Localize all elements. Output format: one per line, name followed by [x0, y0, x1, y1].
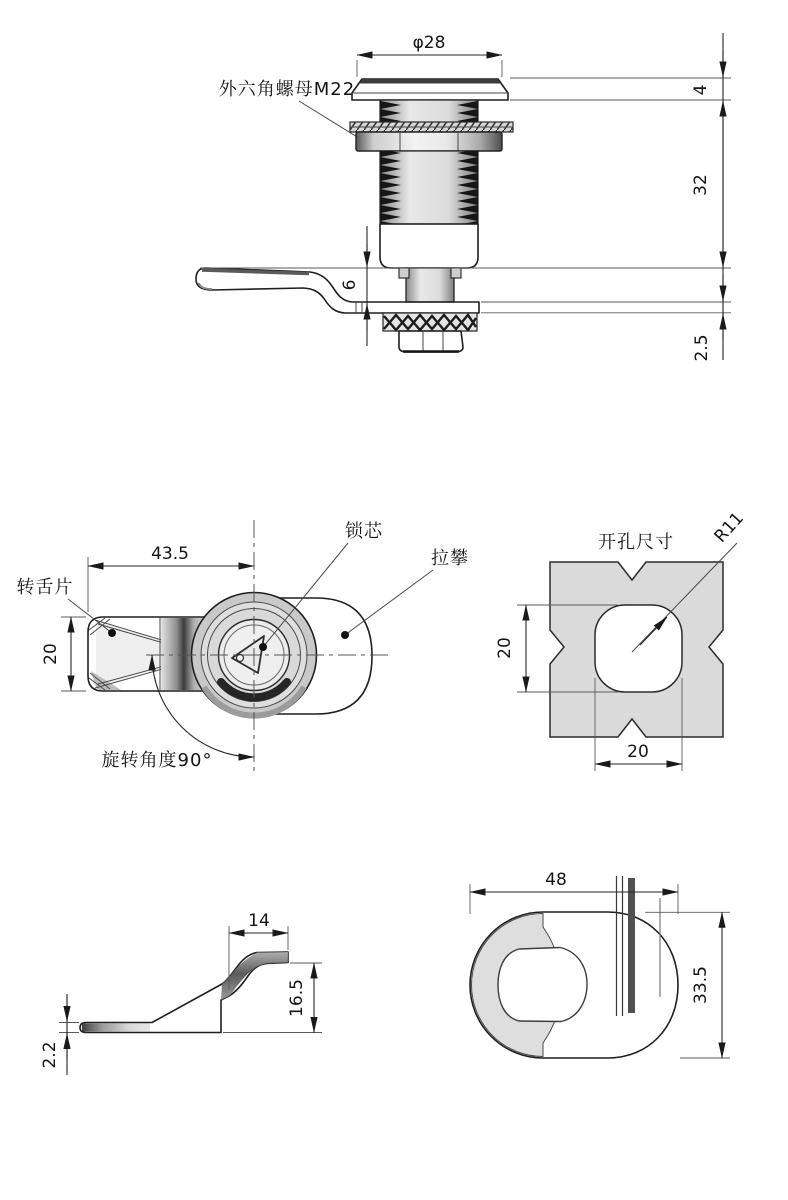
rotation-label: 旋转角度90°	[101, 750, 213, 771]
dim-hole-width-text: 20	[627, 742, 649, 762]
leader-dot	[341, 631, 349, 639]
star-washer	[383, 313, 477, 331]
dim-cap-height-text: 4	[691, 84, 711, 96]
dim-hole-height-text: 20	[495, 637, 515, 659]
hex-nut	[356, 132, 502, 151]
leader-dot	[108, 629, 116, 637]
key-pin	[237, 655, 244, 662]
dim-cam-top-width	[645, 912, 730, 1058]
dim-plate-thickness-text: 2.5	[692, 334, 712, 362]
dim-cam-top-length	[470, 870, 678, 914]
hex-nut-callout	[219, 79, 367, 145]
dim-corner-radius-text: R11	[710, 508, 748, 547]
panel-cutout-view	[495, 509, 748, 771]
lock-cap-top-edge	[360, 79, 500, 84]
cam-tip-shading	[221, 952, 288, 1000]
dim-cam-gap	[340, 226, 367, 346]
lock-body-drawing	[196, 79, 513, 352]
cam-tongue-label: 转舌片	[16, 577, 74, 598]
bend-edge-lines	[617, 876, 661, 1016]
hex-nut-label: 外六角螺母M22	[218, 79, 356, 100]
pull-label: 拉攀	[431, 548, 469, 569]
side-elevation-view	[196, 33, 731, 362]
shaft-tab-right	[451, 268, 461, 278]
dim-tip-length-text: 14	[248, 911, 270, 931]
cutout-title: 开孔尺寸	[598, 532, 674, 553]
thread-upper	[380, 100, 478, 123]
dim-body-length-text: 32	[691, 174, 711, 196]
lock-core-label: 锁芯	[345, 521, 383, 542]
leader-dot	[259, 643, 267, 651]
thread-lower	[380, 151, 478, 224]
cam-flat-shading	[82, 1024, 150, 1032]
shaft-tab-left	[399, 268, 409, 278]
cam-mount-hole	[498, 948, 587, 1022]
dim-cam-length-text: 43.5	[151, 544, 189, 564]
dim-cam-top-width-text: 33.5	[691, 966, 711, 1004]
dim-cam-width	[41, 617, 86, 691]
bottom-hex-nut	[399, 331, 463, 352]
dim-cam-top-length-text: 48	[545, 870, 567, 890]
lock-shaft	[406, 268, 454, 302]
pull-callout	[341, 548, 469, 639]
dim-thickness-text: 2.2	[40, 1041, 60, 1069]
plan-view	[17, 520, 470, 776]
dim-cam-width-text: 20	[41, 643, 61, 665]
lock-body-smooth	[380, 224, 478, 268]
dim-rise-height-text: 16.5	[287, 979, 307, 1017]
serrated-washer	[350, 122, 513, 132]
cutout-hole	[595, 605, 682, 692]
cam-profile-view	[40, 911, 322, 1075]
cam-top-view	[470, 870, 730, 1058]
dim-thickness	[40, 994, 79, 1075]
dim-diameter	[357, 33, 502, 77]
dim-cam-gap-text: 6	[340, 279, 360, 291]
dim-diameter-text: φ28	[412, 33, 446, 53]
